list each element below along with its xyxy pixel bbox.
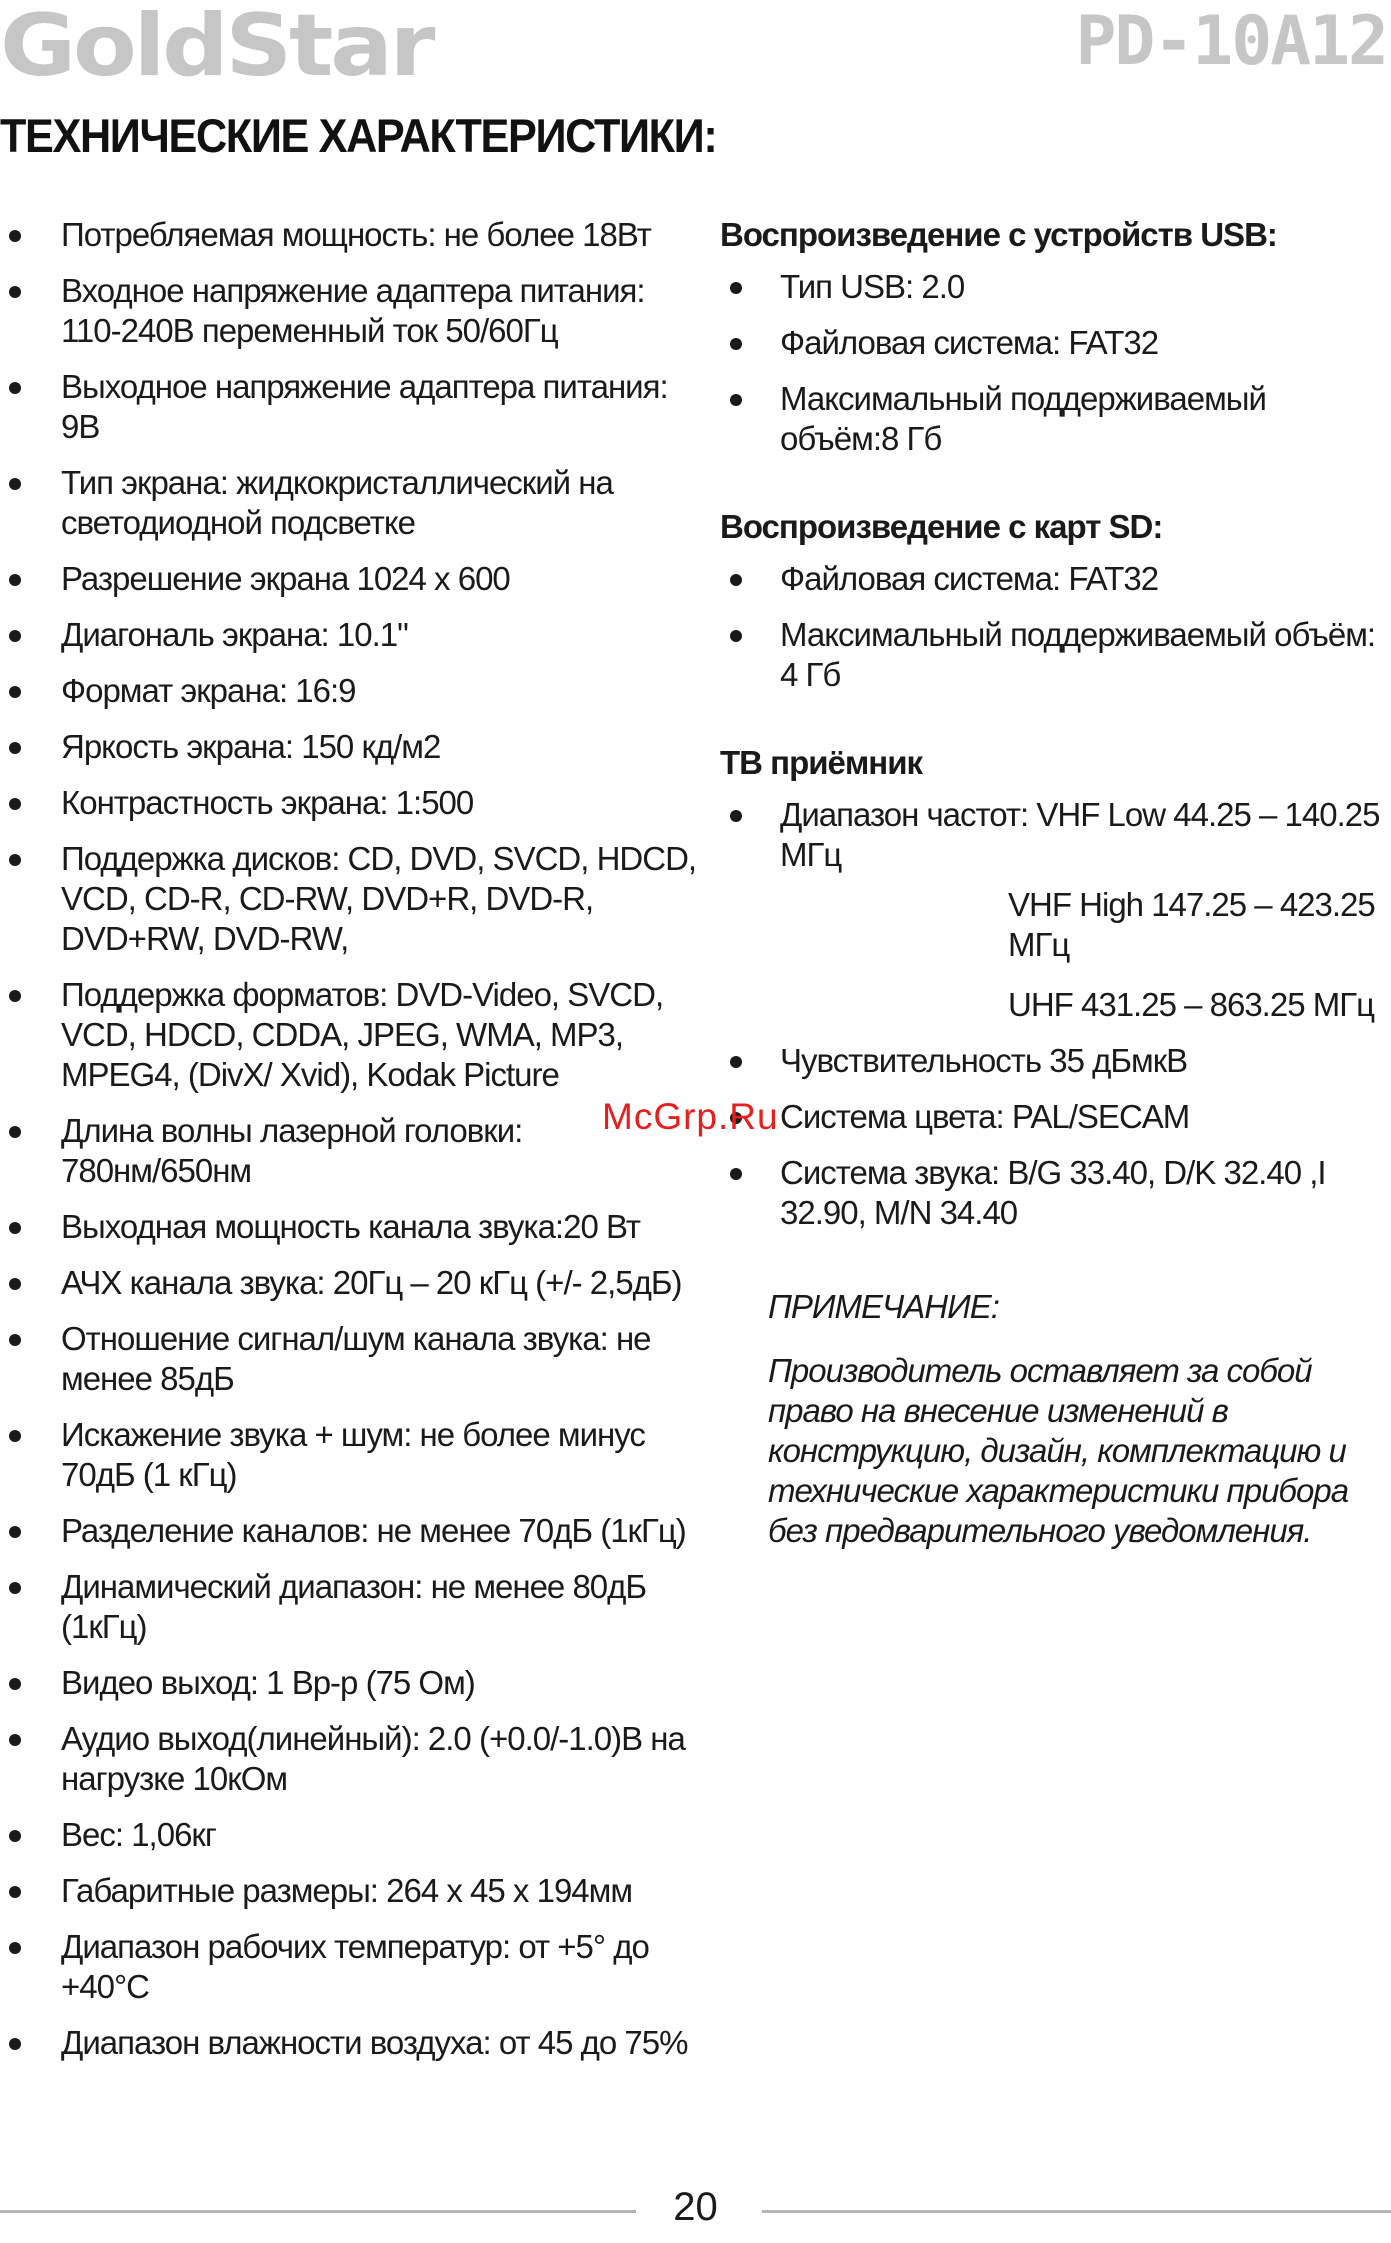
- watermark: McGrp.Ru: [602, 1096, 779, 1137]
- bullet-icon: [730, 1056, 742, 1068]
- model-number: PD-10A12: [1075, 2, 1387, 81]
- bullet-icon: [730, 282, 742, 294]
- note-block: [768, 1287, 1368, 1551]
- spec-text: Разрешение экрана 1024 х 600: [61, 560, 510, 597]
- left-spec-column: [0, 215, 700, 2079]
- spec-text: Яркость экрана: 150 кд/м2: [61, 728, 441, 765]
- bullet-icon: [9, 1334, 21, 1346]
- spec-list: [0, 215, 700, 2063]
- list-item: [0, 839, 700, 959]
- bullet-icon: [9, 1582, 21, 1594]
- list-item: [720, 1041, 1391, 1081]
- page-number: 20: [673, 2185, 718, 2229]
- spec-text: Динамический диапазон: не менее 80дБ (1кГц): [61, 1568, 647, 1645]
- spec-text: Габаритные размеры: 264 х 45 х 194мм: [61, 1872, 633, 1909]
- bullet-icon: [730, 630, 742, 642]
- list-item: [0, 671, 700, 711]
- spec-text: Тип USB: 2.0: [780, 268, 965, 305]
- bullet-icon: [9, 1430, 21, 1442]
- page-title: ТЕХНИЧЕСКИЕ ХАРАКТЕРИСТИКИ:: [0, 109, 717, 162]
- bullet-icon: [9, 382, 21, 394]
- list-item: [0, 1871, 700, 1911]
- bullet-icon: [9, 854, 21, 866]
- list-item: [720, 323, 1391, 363]
- bullet-icon: [9, 1942, 21, 1954]
- brand-logo: GoldStar: [0, 0, 433, 96]
- list-item: [0, 1663, 700, 1703]
- spec-text: Система звука: B/G 33.40, D/K 32.40 ,I 32.90, M/N 34.40: [780, 1154, 1326, 1231]
- bullet-icon: [9, 1886, 21, 1898]
- list-item: [0, 727, 700, 767]
- sd-spec-list: [720, 559, 1391, 695]
- bullet-icon: [9, 630, 21, 642]
- bullet-icon: [730, 574, 742, 586]
- list-item: [720, 1153, 1391, 1233]
- tv-freq-vhf-low: Диапазон частот: VHF Low 44.25 – 140.25 МГц: [780, 796, 1380, 873]
- bullet-icon: [9, 478, 21, 490]
- spec-text: Файловая система: FAT32: [780, 560, 1159, 597]
- bullet-icon: [730, 394, 742, 406]
- bullet-icon: [9, 1526, 21, 1538]
- spec-text: Чувствительность 35 дБмкВ: [780, 1042, 1188, 1079]
- list-item: [720, 379, 1391, 459]
- spec-text: Система цвета: PAL/SECAM: [780, 1098, 1190, 1135]
- spec-text: Диагональ экрана: 10.1": [61, 616, 408, 653]
- list-item: [0, 1719, 700, 1799]
- list-item: [0, 615, 700, 655]
- bullet-icon: [9, 1222, 21, 1234]
- bullet-icon: [9, 1126, 21, 1138]
- tv-freq-list: [720, 795, 1391, 875]
- spec-text: Длина волны лазерной головки: 780нм/650нм: [61, 1112, 523, 1189]
- list-item: [0, 367, 700, 447]
- right-spec-column: [720, 215, 1391, 1249]
- list-item: [720, 615, 1391, 695]
- spec-text: Входное напряжение адаптера питания: 110-240В переменный ток 50/60Гц: [61, 272, 645, 349]
- sd-heading: Воспроизведение с карт SD:: [720, 508, 1163, 545]
- spec-text: АЧХ канала звука: 20Гц – 20 кГц (+/- 2,5дБ): [61, 1264, 682, 1301]
- spec-text: Диапазон влажности воздуха: от 45 до 75%: [61, 2024, 688, 2061]
- list-item: [0, 271, 700, 351]
- bullet-icon: [9, 1278, 21, 1290]
- note-heading: ПРИМЕЧАНИЕ:: [768, 1288, 999, 1325]
- list-item: [0, 975, 700, 1095]
- list-item: [0, 1111, 700, 1191]
- list-item: [0, 1319, 700, 1399]
- spec-text: Диапазон рабочих температур: от +5° до +40°С: [61, 1928, 649, 2005]
- list-item: [0, 1415, 700, 1495]
- list-item: [0, 1263, 700, 1303]
- spec-text: Максимальный поддерживаемый объём: 4 Гб: [780, 616, 1376, 693]
- spec-text: Разделение каналов: не менее 70дБ (1кГц): [61, 1512, 686, 1549]
- spec-text: Искажение звука + шум: не более минус 70дБ (1 кГц): [61, 1416, 645, 1493]
- list-item: [720, 1097, 1391, 1137]
- list-item: [720, 559, 1391, 599]
- list-item: [0, 1567, 700, 1647]
- list-item: [0, 783, 700, 823]
- bullet-icon: [9, 286, 21, 298]
- bullet-icon: [9, 686, 21, 698]
- list-item: [0, 1815, 700, 1855]
- spec-text: Формат экрана: 16:9: [61, 672, 356, 709]
- tv-freq-uhf: UHF 431.25 – 863.25 МГц: [1008, 986, 1374, 1023]
- spec-text: Аудио выход(линейный): 2.0 (+0.0/-1.0)В на нагрузке 10кОм: [61, 1720, 685, 1797]
- bullet-icon: [9, 742, 21, 754]
- list-item: [0, 2023, 700, 2063]
- usb-spec-list: [720, 267, 1391, 459]
- list-item: [0, 559, 700, 599]
- spec-text: Отношение сигнал/шум канала звука: не менее 85дБ: [61, 1320, 651, 1397]
- bullet-icon: [9, 574, 21, 586]
- spec-text: Контрастность экрана: 1:500: [61, 784, 474, 821]
- list-item: [0, 463, 700, 543]
- list-item: [720, 267, 1391, 307]
- spec-text: Потребляемая мощность: не более 18Вт: [61, 216, 651, 253]
- spec-text: Выходная мощность канала звука:20 Вт: [61, 1208, 640, 1245]
- list-item: [720, 795, 1391, 875]
- bullet-icon: [9, 230, 21, 242]
- bullet-icon: [730, 810, 742, 822]
- list-item: [0, 1207, 700, 1247]
- list-item: [0, 1927, 700, 2007]
- bullet-icon: [9, 2038, 21, 2050]
- bullet-icon: [9, 1678, 21, 1690]
- bullet-icon: [9, 1734, 21, 1746]
- tv-freq-vhf-high: VHF High 147.25 – 423.25 МГц: [1008, 886, 1375, 963]
- spec-text: Файловая система: FAT32: [780, 324, 1159, 361]
- bullet-icon: [9, 1830, 21, 1842]
- spec-text: Видео выход: 1 Вр-р (75 Ом): [61, 1664, 475, 1701]
- spec-text: Выходное напряжение адаптера питания: 9В: [61, 368, 668, 445]
- bullet-icon: [9, 798, 21, 810]
- note-text: Производитель оставляет за собой право на внесение изменений в конструкцию, дизайн, комплектацию и технические характеристики прибора без предварительного уведомления.: [768, 1352, 1349, 1549]
- spec-text: Поддержка форматов: DVD-Video, SVCD, VCD, HDCD, CDDA, JPEG, WMA, MP3, MPEG4, (DivX/ Xvid), Kodak Picture: [61, 976, 664, 1093]
- spec-text: Вес: 1,06кг: [61, 1816, 216, 1853]
- tv-spec-list: [720, 1041, 1391, 1233]
- bullet-icon: [9, 990, 21, 1002]
- list-item: [0, 1511, 700, 1551]
- usb-heading: Воспроизведение с устройств USB:: [720, 216, 1277, 253]
- spec-text: Максимальный поддерживаемый объём:8 Гб: [780, 380, 1266, 457]
- bullet-icon: [730, 338, 742, 350]
- spec-text: Тип экрана: жидкокристаллический на светодиодной подсветке: [61, 464, 613, 541]
- tv-heading: ТВ приёмник: [720, 744, 923, 781]
- spec-text: Поддержка дисков: CD, DVD, SVCD, HDCD, VCD, CD-R, CD-RW, DVD+R, DVD-R, DVD+RW, DVD-RW,: [61, 840, 697, 957]
- bullet-icon: [730, 1168, 742, 1180]
- list-item: [0, 215, 700, 255]
